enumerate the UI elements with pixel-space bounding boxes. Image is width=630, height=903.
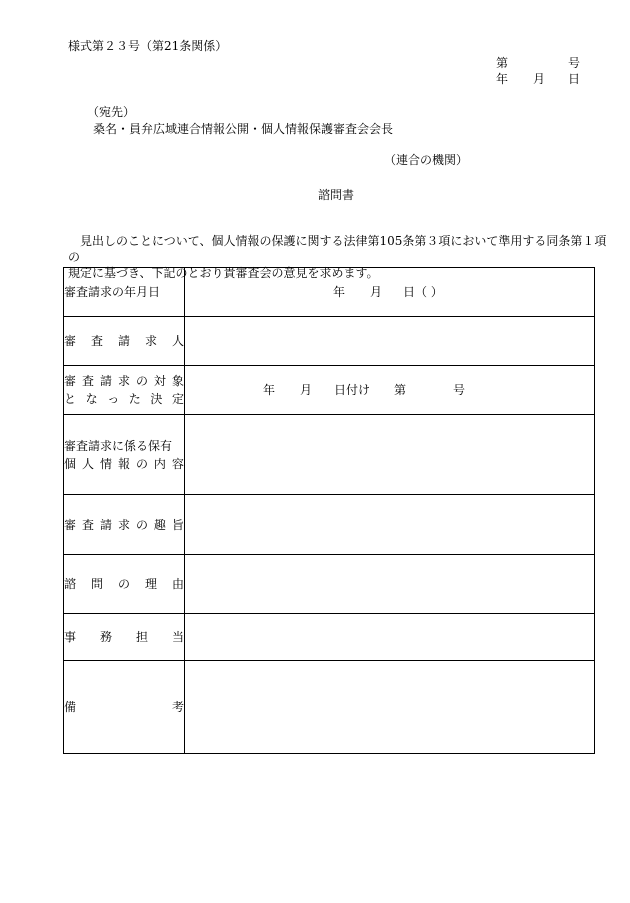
label-decision: [64, 366, 185, 415]
label-char: 求: [117, 374, 130, 388]
label-char: 審: [64, 374, 77, 388]
request-date-month: 月: [370, 285, 383, 299]
addressee-name: 桑名・員弁広域連合情報公開・個人情報保護審査会会長: [93, 122, 394, 136]
request-date-year: 年: [333, 285, 346, 299]
body-line-1: 見出しのことについて、個人情報の保護に関する法律第105条第３項において準用する同条第１項の: [68, 234, 607, 264]
label-char: 査: [81, 374, 94, 388]
decision-month: 月: [300, 383, 313, 397]
label-char: 人: [171, 334, 184, 348]
label-char: 務: [99, 630, 112, 644]
label-char: の: [135, 374, 148, 388]
label-char: 諮: [64, 577, 77, 591]
row-purpose: [64, 495, 595, 555]
label-char: 決: [150, 392, 163, 406]
label-char: 対: [153, 374, 166, 388]
decision-number-label: 第: [394, 383, 407, 397]
label-char: 審: [64, 334, 77, 348]
row-info: [64, 415, 595, 495]
label-char: の: [135, 456, 148, 471]
label-staff: [64, 614, 185, 661]
label-char: 内: [153, 456, 166, 471]
label-staff-text: [64, 628, 184, 646]
label-char: 査: [90, 334, 103, 348]
label-char: 請: [99, 517, 112, 532]
date-day: 日: [568, 72, 581, 86]
consultation-table: [63, 267, 595, 754]
label-remarks: [64, 661, 185, 754]
label-char: な: [85, 392, 98, 406]
document-number-label: 第: [496, 56, 509, 70]
value-decision: [185, 366, 595, 415]
label-char: 考: [171, 700, 184, 714]
label-purpose-text: [64, 516, 184, 534]
body-line-2: 規定に基づき、下記のとおり貴審査会の意見を求めます。: [68, 266, 379, 280]
label-char: 容: [171, 456, 184, 471]
label-char: 求: [117, 517, 130, 532]
row-decision: [64, 366, 595, 415]
request-date-day: 日（ ）: [403, 285, 443, 299]
label-requester: [64, 317, 185, 366]
label-request-date: 審査請求の年月日: [64, 268, 185, 317]
label-char: 請: [117, 334, 130, 348]
value-reason: [185, 555, 595, 614]
row-staff: [64, 614, 595, 661]
row-requester: [64, 317, 595, 366]
label-char: 個: [64, 456, 77, 471]
label-char: 情: [99, 456, 112, 471]
label-char: 由: [171, 577, 184, 591]
label-char: 旨: [171, 517, 184, 532]
label-char: の: [117, 577, 130, 591]
label-info-line-2: [64, 455, 184, 473]
label-char: 問: [90, 577, 103, 591]
label-char: 報: [117, 456, 130, 471]
label-char: 求: [144, 334, 157, 348]
label-info: [64, 415, 185, 495]
label-char: 備: [64, 700, 77, 714]
label-char: た: [128, 392, 141, 406]
label-reason: [64, 555, 185, 614]
label-char: 担: [135, 630, 148, 644]
document-title: 諮問書: [318, 188, 355, 202]
label-char: と: [64, 392, 77, 406]
label-char: 理: [144, 577, 157, 591]
label-char: 事: [64, 630, 77, 644]
label-remarks-text: [64, 698, 184, 716]
label-char: 人: [81, 456, 94, 471]
label-purpose: [64, 495, 185, 555]
value-request-date: [185, 268, 595, 317]
label-decision-line-2: [64, 390, 184, 408]
document-number-suffix: 号: [568, 56, 581, 70]
label-char: 査: [81, 517, 94, 532]
value-info: [185, 415, 595, 495]
label-reason-text: [64, 575, 184, 593]
value-remarks: [185, 661, 595, 754]
value-purpose: [185, 495, 595, 555]
row-reason: [64, 555, 595, 614]
date-month: 月: [533, 72, 546, 86]
addressee-label: （宛先）: [87, 105, 136, 119]
decision-number-suffix: 号: [453, 383, 466, 397]
label-decision-line-1: [64, 372, 184, 390]
value-staff: [185, 614, 595, 661]
label-char: 審: [64, 517, 77, 532]
value-requester: [185, 317, 595, 366]
label-char: の: [135, 517, 148, 532]
label-char: 請: [99, 374, 112, 388]
label-char: っ: [107, 392, 120, 406]
decision-dated: 日付け: [334, 383, 371, 397]
decision-year: 年: [263, 383, 276, 397]
label-char: 趣: [153, 517, 166, 532]
form-number: 様式第２３号（第21条関係）: [68, 39, 228, 53]
date-year: 年: [496, 72, 509, 86]
label-requester-text: [64, 332, 184, 350]
row-request-date: [64, 268, 595, 317]
label-char: 定: [171, 392, 184, 406]
sender: （連合の機関）: [384, 153, 469, 167]
label-char: 象: [171, 374, 184, 388]
label-char: 当: [171, 630, 184, 644]
row-remarks: [64, 661, 595, 754]
label-info-line-1: 審査請求に係る保有: [64, 438, 173, 453]
